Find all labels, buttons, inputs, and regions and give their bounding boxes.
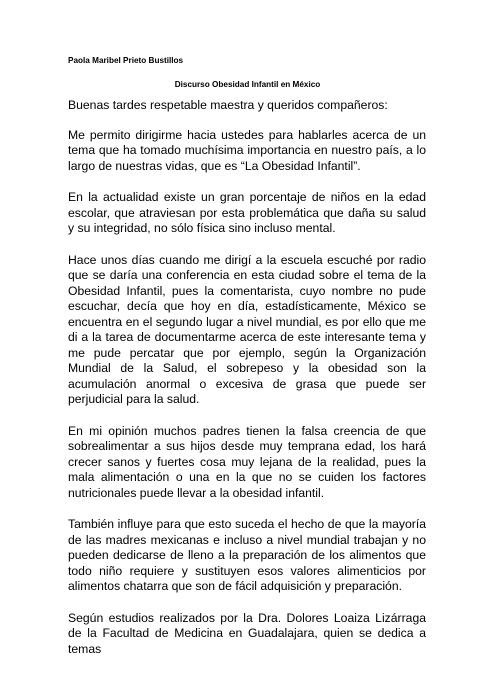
document-body: [68, 98, 426, 673]
paragraph-working-mothers: También influye para que esto suceda el hecho de que la mayoría de las madres mexicanas e incluso a nivel mundial trabajan y no pueden dedicarse de lleno a la preparación de los alimentos que todo niño requiere y sustituyen esos valores alimenticios por alimentos chatarra que son de fácil adquisición y preparación.: [68, 517, 426, 593]
paragraph-studies: Según estudios realizados por la Dra. Dolores Loaiza Lizárraga de la Facultad de Medicina en Guadalajara, quien se dedica a temas: [68, 610, 426, 656]
paragraph-intro: Me permito dirigirme hacia ustedes para hablarles acerca de un tema que ha tomado muchísima importancia en nuestro país, a lo largo de nuestras vidas, que es “La Obesidad Infantil”.: [68, 127, 426, 173]
paragraph-opinion: En mi opinión muchos padres tienen la falsa creencia de que sobrealimentar a sus hijos desde muy temprana edad, los hará crecer sanos y fuertes cosa muy lejana de la realidad, pues la mala alimentación o una en la que no se cuiden los factores nutricionales puede llevar a la obesidad infantil.: [68, 423, 426, 500]
paragraph-radio-conference: Hace unos días cuando me dirigí a la escuela escuché por radio que se daría una conferencia en esta ciudad sobre el tema de la Obesidad Infantil, pues la comentarista, cuyo nombre no pude escuchar, decía que hoy en día, estadísticamente, México se encuentra en el segundo lugar a nivel mundial, es por ello que me di a la tarea de documentarme acerca de este interesante tema y me pude percatar que por ejemplo, según la Organización Mundial de la Salud, el sobrepeso y la obesidad son la acumulación anormal o excesiva de grasa que puede ser perjudicial para la salud.: [68, 252, 426, 406]
document-title: Discurso Obesidad Infantil en México: [174, 80, 321, 89]
paragraph-current-situation: En la actualidad existe un gran porcentaje de niños en la edad escolar, que atraviesan por esta problemática que daña su salud y su integridad, no sólo física sino incluso mental.: [68, 190, 426, 235]
paragraph-greeting: Buenas tardes respetable maestra y queridos compañeros:: [68, 98, 388, 112]
author-name: Paola Maribel Prieto Bustillos: [68, 56, 184, 65]
